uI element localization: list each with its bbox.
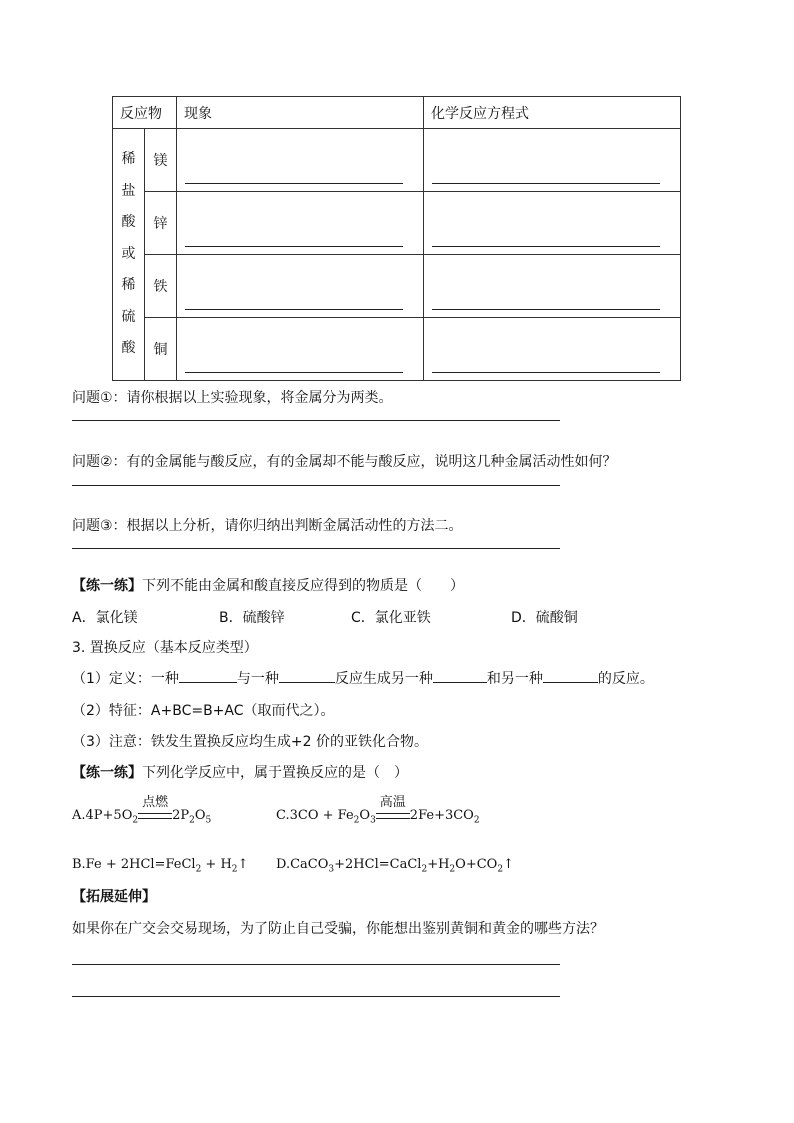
- condition-label: 高温: [379, 795, 406, 810]
- practice-tag: 【练一练】: [72, 765, 142, 781]
- equation-option-c[interactable]: [276, 795, 480, 826]
- note-line: （3）注意：铁发生置换反应均生成+2 价的亚铁化合物。: [72, 734, 428, 750]
- question-1: 问题①：请你根据以上实验现象，将金属分为两类。: [72, 390, 393, 406]
- eq-text: C.3CO + Fe: [276, 808, 354, 823]
- answer-line-q3[interactable]: [72, 548, 560, 549]
- table-row: [113, 255, 681, 318]
- table-row: [113, 192, 681, 255]
- metal-cell: 镁: [145, 129, 177, 192]
- table-row: [113, 318, 681, 381]
- question-3: 问题③：根据以上分析，请你归纳出判断金属活动性的方法二。: [72, 518, 463, 534]
- question-2: 问题②：有的金属能与酸反应，有的金属却不能与酸反应，说明这几种金属活动性如何？: [72, 454, 617, 470]
- metal-cell: 铜: [145, 318, 177, 381]
- gas-arrow: ↑: [237, 857, 249, 872]
- eq-text: 2Fe+3CO: [409, 808, 474, 823]
- extension-title: 【拓展延伸】: [72, 889, 156, 905]
- subscript: 3: [328, 864, 335, 875]
- eq-text: +H: [427, 857, 450, 872]
- fill-blank[interactable]: [543, 668, 598, 683]
- def-text: （1）定义：一种: [72, 671, 179, 687]
- practice-2-stem: 下列化学反应中，属于置换反应的是（ ）: [142, 765, 408, 781]
- header-reactant: 反应物: [113, 97, 177, 129]
- phenomenon-blank[interactable]: [177, 255, 424, 318]
- def-text: 反应生成另一种: [334, 671, 433, 687]
- eq-text: D.CaCO: [276, 857, 329, 872]
- eq-text: O+CO: [455, 857, 498, 872]
- equation-option-a[interactable]: [72, 795, 212, 826]
- eq-text: 2P: [172, 808, 190, 823]
- fill-blank[interactable]: [433, 668, 487, 683]
- def-text: 和另一种: [486, 671, 543, 687]
- feature-line: （2）特征：A+BC=B+AC（取而代之）。: [72, 703, 335, 719]
- subscript: 2: [449, 864, 456, 875]
- answer-line-q1[interactable]: [72, 420, 560, 421]
- subscript: 2: [497, 864, 504, 875]
- subscript: 2: [473, 815, 480, 826]
- def-text: 的反应。: [597, 671, 654, 687]
- option-c[interactable]: C．氯化亚铁: [351, 610, 431, 626]
- phenomenon-blank[interactable]: [177, 192, 424, 255]
- fill-blank[interactable]: [179, 668, 237, 683]
- subscript: 2: [189, 815, 195, 826]
- answer-line-ext-1[interactable]: [72, 964, 560, 965]
- answer-line-q2[interactable]: [72, 485, 560, 486]
- equation-blank[interactable]: [424, 318, 681, 381]
- subscript: 5: [205, 815, 212, 826]
- condition-label: 点燃: [142, 795, 169, 810]
- practice-tag: 【练一练】: [72, 578, 142, 594]
- equation-blank[interactable]: [424, 255, 681, 318]
- subscript: 2: [353, 815, 360, 826]
- eq-text: A.4P+5O: [72, 808, 133, 823]
- reaction-table: [112, 96, 681, 381]
- gas-arrow: ↑: [503, 857, 514, 872]
- option-b[interactable]: B．硫酸锌: [219, 610, 285, 626]
- subscript: 2: [231, 864, 238, 875]
- metal-cell: 铁: [145, 255, 177, 318]
- eq-text: O: [359, 808, 371, 823]
- option-a[interactable]: A．氯化镁: [72, 610, 138, 626]
- subscript: 2: [421, 864, 428, 875]
- option-d[interactable]: D．硫酸铜: [511, 610, 578, 626]
- fill-blank[interactable]: [279, 668, 335, 683]
- eq-text: +2HCl=CaCl: [334, 857, 422, 872]
- def-text: 与一种: [236, 671, 279, 687]
- practice-1-stem: 下列不能由金属和酸直接反应得到的物质是（ ）: [142, 578, 464, 594]
- eq-text: O: [194, 808, 206, 823]
- equation-blank[interactable]: [424, 192, 681, 255]
- definition-line: [72, 668, 654, 688]
- header-phenomenon: 现象: [177, 97, 424, 129]
- subscript: 2: [132, 815, 139, 826]
- table-row: [113, 129, 681, 192]
- eq-text: + H: [201, 857, 232, 872]
- equation-option-b[interactable]: [72, 857, 248, 875]
- condition-arrow: [138, 795, 172, 823]
- section-3-title: 3. 置换反应（基本反应类型）: [72, 640, 258, 656]
- equation-blank[interactable]: [424, 129, 681, 192]
- acid-label: 稀 盐 酸 或 稀 硫 酸: [113, 129, 145, 381]
- header-equation: 化学反应方程式: [424, 97, 681, 129]
- eq-text: B.Fe + 2HCl=FeCl: [72, 857, 196, 872]
- answer-line-ext-2[interactable]: [72, 996, 560, 997]
- phenomenon-blank[interactable]: [177, 129, 424, 192]
- equation-option-d[interactable]: [276, 857, 514, 875]
- extension-question: 如果你在广交会交易现场，为了防止自己受骗，你能想出鉴别黄铜和黄金的哪些方法？: [72, 921, 604, 937]
- practice-1: [72, 575, 464, 595]
- table-header-row: [113, 97, 681, 129]
- condition-arrow: [376, 795, 410, 823]
- metal-cell: 锌: [145, 192, 177, 255]
- practice-2: [72, 762, 408, 782]
- subscript: 3: [370, 815, 376, 826]
- subscript: 2: [195, 864, 202, 875]
- phenomenon-blank[interactable]: [177, 318, 424, 381]
